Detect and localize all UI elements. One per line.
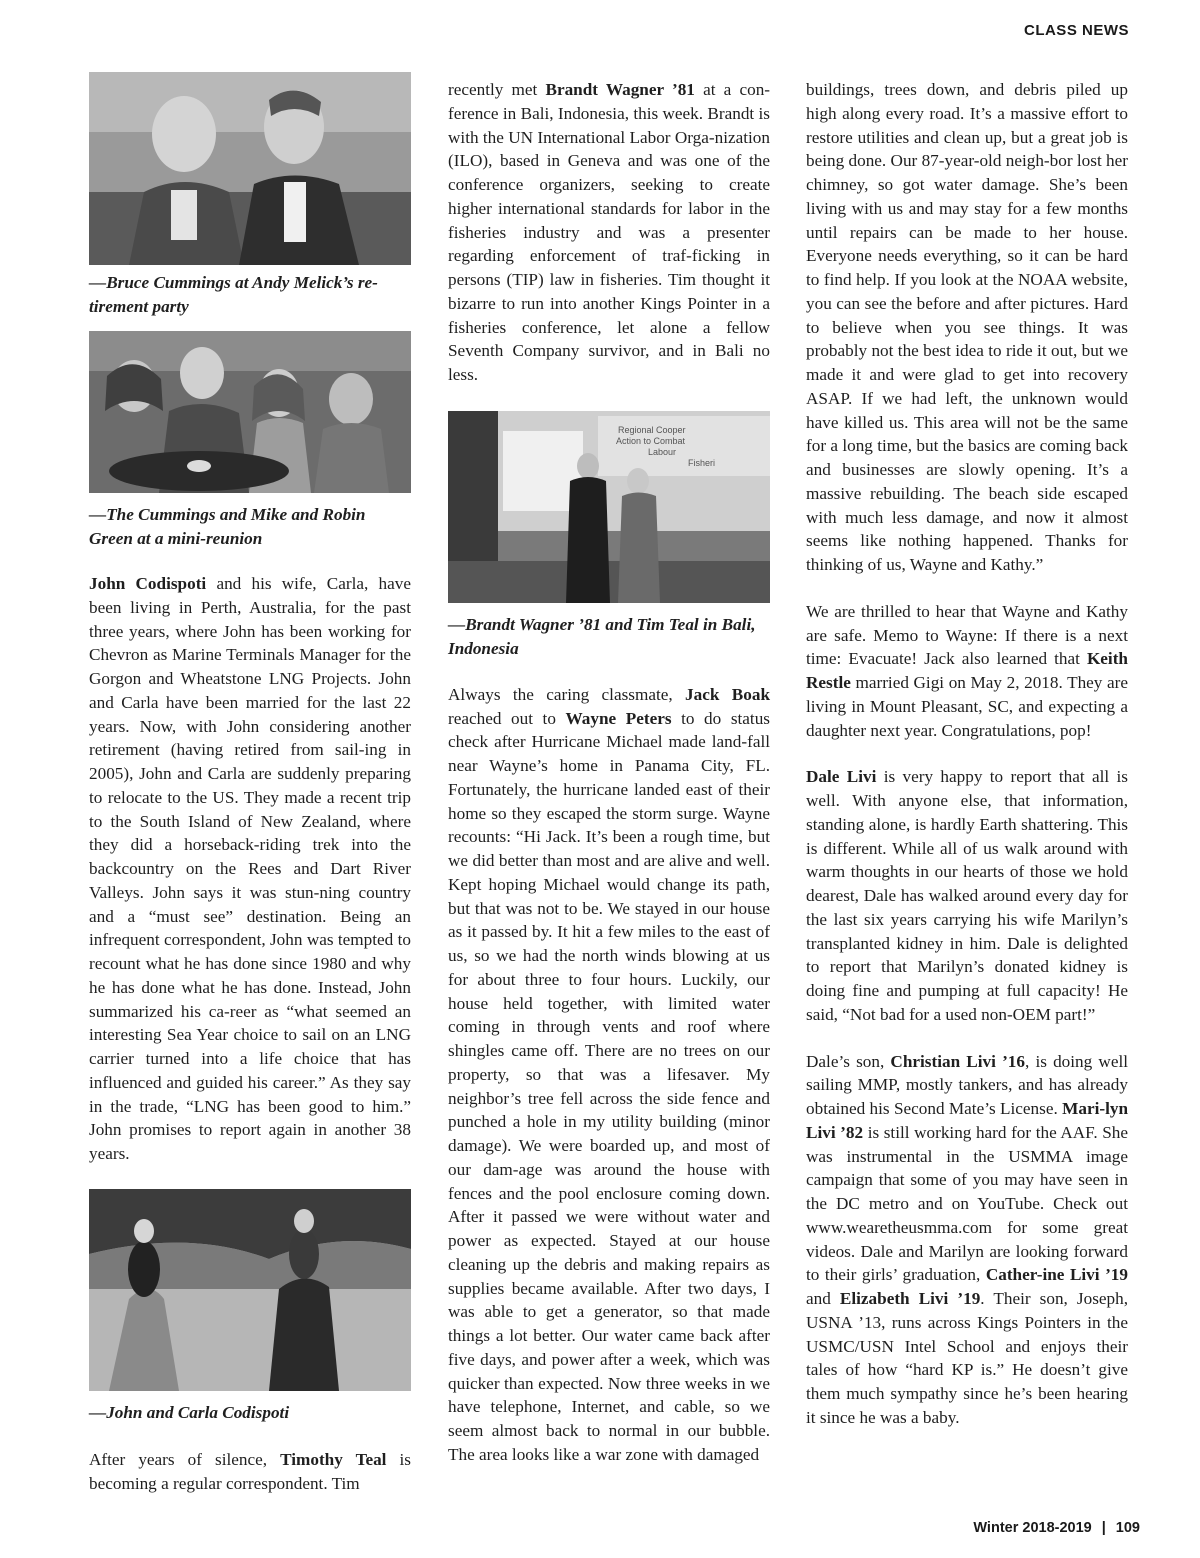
name-dale-livi: Dale Livi [806, 767, 877, 787]
name-john-codispoti: John Codispoti [89, 574, 207, 593]
banner-line-4: Fisheri [688, 457, 716, 468]
caption-photo-1: —Bruce Cummings at Andy Melick’s re-tirement party [89, 273, 378, 316]
photo-bali-conference [448, 411, 770, 603]
teal-paragraph-start: After years of silence, Timothy Teal is becoming a regular correspondent. Tim [89, 1449, 411, 1493]
section-header: CLASS NEWS [1023, 22, 1129, 39]
banner-line-3: Labour [648, 446, 677, 457]
page-footer [973, 1520, 1140, 1536]
name-jack-boak: Jack Boak [685, 684, 771, 704]
caption-photo-3: —John and Carla Codispoti [89, 1402, 290, 1422]
name-timothy-teal: Timothy Teal [280, 1449, 387, 1469]
name-christian-livi: Christian Livi ’16 [890, 1051, 1025, 1071]
codispoti-paragraph: John Codispoti and his wife, Carla, have been living in Perth, Australia, for the past three years, where John has been working for Chevron as Marine Terminals Manager for the Gorgon and Wheatstone LNG Projects. John and Carla have been married for the last 22 years. Now, with John considering another retirement (having retired from sail-ing in 2005), John and Carla are suddenly preparing to relocate to the US. They made a recent trip to the South Island of New Zealand, where they did a horseback-riding trek into the backcountry on the Rees and Dart River Valleys. John says it was stun-ning country and a “must see” destination. Being an infrequent correspondent, John was tempted to recount what he has done since 1980 and why he has done what he has done. Instead, John summarized his ca-reer as “what seemed an interesting Sea Year choice to sail on an LNG carrier turned into a life choice that has influenced and guided his career.” As they say in the trade, “LNG has been good to him.” John promises to report again in another 38 years. [89, 574, 411, 1163]
banner-line-1: Regional Cooper [618, 424, 686, 435]
page-number: 109 [1115, 1520, 1140, 1536]
boak-peters-paragraph: Always the caring classmate, Jack Boak reached out to Wayne Peters to do status check after Hurricane Michael made land-fall near Wayne’s home in Panama City, FL. Fortunately, the hurricane landed east of their home so they escaped the storm surge. Wayne recounts: “Hi Jack. It’s been a rough time, but we did better than most and are alive and well. Kept hoping Michael would change its path, but that was not to be. We stayed in our house as it passed by. It hit a few miles to the east of us, so we had the north winds blowing at us for about three to four hours. Luckily, our house held together, with limited water coming in through vents and roof where shingles came off. There are no trees on our property, so that was a lifesaver. My neighbor’s tree fell across the side fence and punched a hole in my utility building (minor damage). We were boarded up, and most of our dam-age was around the house with fences and the pool enclosure coming down. After it passed we were without water and power as expected. Stayed at our house cleaning up the debris and making repairs as supplies became available. After two days, I was able to get a generator, so that made things a lot better. Our water came back after five days, and power after a week, which was quicker than expected. Now three weeks in we have telephone, Internet, and cable, so we seem almost back to normal in our bubble. The area looks like a war zone with damaged [448, 684, 771, 1464]
dale-livi-paragraph: Dale Livi is very happy to report that all is well. With anyone else, that information, standing alone, is hardly Earth shattering. This is different. While all of us walk around with warm thoughts in our hearts of those we hold dearest, Dale has walked around every day for the last six years carrying his wife Marilyn’s transplanted kidney in him. Dale is delighted to report that Marilyn’s donated kidney is doing fine and pumping at full capacity! He said, “Not bad for a used non-OEM part!” [806, 767, 1128, 1024]
footer-separator: | [1101, 1520, 1106, 1536]
name-wayne-peters: Wayne Peters [565, 708, 672, 728]
name-keith-restle: Keith Restle [806, 649, 1128, 692]
caption-photo-2: —The Cummings and Mike and Robin Green at a mini-reunion [89, 505, 366, 548]
name-elizabeth-livi: Elizabeth Livi ’19 [839, 1289, 981, 1308]
column-2 [448, 78, 770, 1467]
photo-codispoti-horses [89, 1189, 411, 1391]
name-catherine-livi: Cather-ine Livi ’19 [985, 1265, 1128, 1285]
name-brandt-wagner: Brandt Wagner ’81 [545, 80, 695, 99]
name-marilyn-livi: Mari-lyn Livi ’82 [806, 1099, 1128, 1142]
photo-mini-reunion [89, 331, 411, 493]
photo-bruce-cummings [89, 72, 411, 265]
banner-line-2: Action to Combat [616, 435, 686, 446]
issue-label: Winter 2018-2019 [973, 1520, 1092, 1536]
wagner-paragraph: recently met Brandt Wagner ’81 at a con-ference in Bali, Indonesia, this week. Brandt is with the UN International Labor Orga-nization (ILO), based in Geneva and was one of the conference organizers, seeking to create higher international standards for labor in the fisheries industry and was a presenter regarding enforcement of traf-ficking in persons (TIP) law in fisheries. Tim thought it bizarre to run into another Kings Pointer in a fisheries conference, let alone a fellow Seventh Company survivor, and in Bali no less. [448, 80, 771, 384]
column-1 [89, 72, 411, 1495]
livi-family-paragraph: Dale’s son, Christian Livi ’16, is doing well sailing MMP, mostly tankers, and has already obtained his Second Mate’s License. Mari-lyn Livi ’82 is still working hard for the AAF. She was instrumental in the USMMA image campaign that some of you may have seen in the DC metro and on YouTube. Check out www.wearetheusmma.com for some great videos. Dale and Marilyn are looking forward to their girls’ graduation, Cather-ine Livi ’19 and Elizabeth Livi ’19. Their son, Joseph, USNA ’13, runs across Kings Pointers in the USMC/USN Intel School and enjoys their tales of how “hard KP is.” He doesn’t give them much sympathy since he’s been hearing it since he was a baby. [806, 1051, 1128, 1427]
restle-paragraph: We are thrilled to hear that Wayne and Kathy are safe. Memo to Wayne: If there is a next time: Evacuate! Jack also learned that Keith Restle married Gigi on May 2, 2018. They are living in Mount Pleasant, SC, and expecting a daughter next year. Congratulations, pop! [806, 601, 1128, 740]
caption-photo-4: —Brandt Wagner ’81 and Tim Teal in Bali, Indonesia [448, 614, 756, 658]
hurricane-paragraph-cont: buildings, trees down, and debris piled up high along every road. It’s a massive effort to restore utilities and clean up, but a great job is being done. Our 87-year-old neigh-bor lost her chimney, so got water damage. She’s been living with us and may stay for a few months until repairs can be made to her house. Everyone needs everything, so it can be hard to find help. If you look at the NOAA website, you can see the before and after pictures. Hard to believe when you see things. It was probably not the best idea to ride it out, but we made it and were glad to get into recovery ASAP. If we had left, the unknown would have killed us. This area will not be the same for a long time, but the basics are coming back and businesses are slowly opening. It’s a massive rebuilding. The beach side escaped with much less damage, and now it almost seems like nothing happened. Thanks for thinking of us, Wayne and Kathy.” [806, 80, 1128, 574]
column-3 [806, 78, 1128, 1430]
